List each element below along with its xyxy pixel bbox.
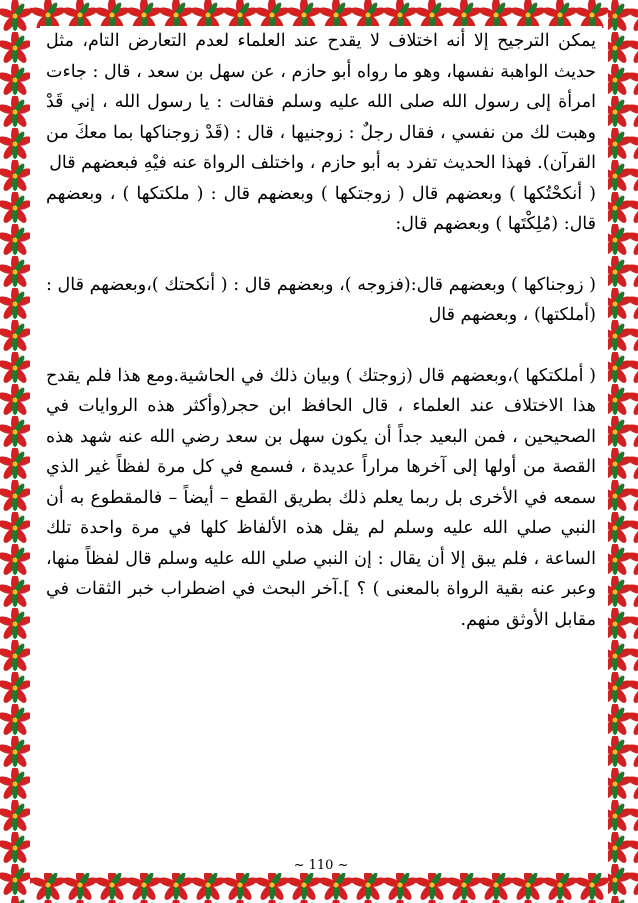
paragraph-1: يمكن الترجيح إلا أنه اختلاف لا يقدح عند العلماء لعدم التعارض التام، مثل حديث الواهبة نفسها، وهو ما رواه أبو حازم ، عن سهل بن سعد ، قال : جاءت امرأة إلى رسول الله صلى الله عليه وسلم فقالت : يا رسول الله ، إني قَدْ وهبت لك من نفسي ، فقال رجلٌ : زوجنيها ، قال : (قَدْ زوجناكها بما معكَ من القرآن). فهذا الحديث تفرد به أبو حازم ، واختلف الرواة عنه فيْهِ فبعضهم قال <box>46 31 596 173</box>
border-top <box>0 0 638 28</box>
body-text <box>40 26 602 635</box>
spacer <box>46 331 596 361</box>
spacer <box>46 240 596 270</box>
paragraph-3: ( زوجناكها ) وبعضهم قال:(فزوجه )، وبعضهم قال : ( أنكحتك )،وبعضهم قال : (أملكتها) ، وبعضهم قال <box>46 274 596 325</box>
paragraph-2: ( أنكحْتُكها ) وبعضهم قال ( زوجتكها ) وبعضهم قال : ( ملكتكها ) ، وبعضهم قال: (مُلِكْتَها ) وبعضهم قال: <box>46 183 596 234</box>
border-bottom <box>0 873 638 903</box>
border-right <box>608 0 638 903</box>
border-left <box>0 0 30 903</box>
page-content <box>40 26 602 873</box>
paragraph-4: ( أملكتكها )،وبعضهم قال (زوجتك ) وبيان ذلك في الحاشية.ومع هذا فلم يقدح هذا الاختلاف عند العلماء ، قال الحافظ ابن حجر(وأكثر هذه الروايات في الصحيحين ، فمن البعيد جداً أن يكون سهل بن سعد رضي الله عنه شهد هذه القصة من أولها إلى آخرها مراراً عديدة ، فسمع في كل مرة لفظاً غير الذي سمعه في الأخرى بل ربما يعلم ذلك بطريق القطع – أيضاً – فالمقطوع به أن النبي صلي الله عليه وسلم لم يقل هذه الألفاظ كلها في مرة واحدة تلك الساعة ، فلم يبق إلا أن يقال : إن النبي صلي الله عليه وسلم قال لفظاً منها، وعبر عنه بقية الرواة بالمعنى ) ؟ ].آخر البحث في اضطراب خبر الثقات في مقابل الأوثق منهم. <box>46 365 596 630</box>
page-number: ~ 110 ~ <box>293 858 349 873</box>
